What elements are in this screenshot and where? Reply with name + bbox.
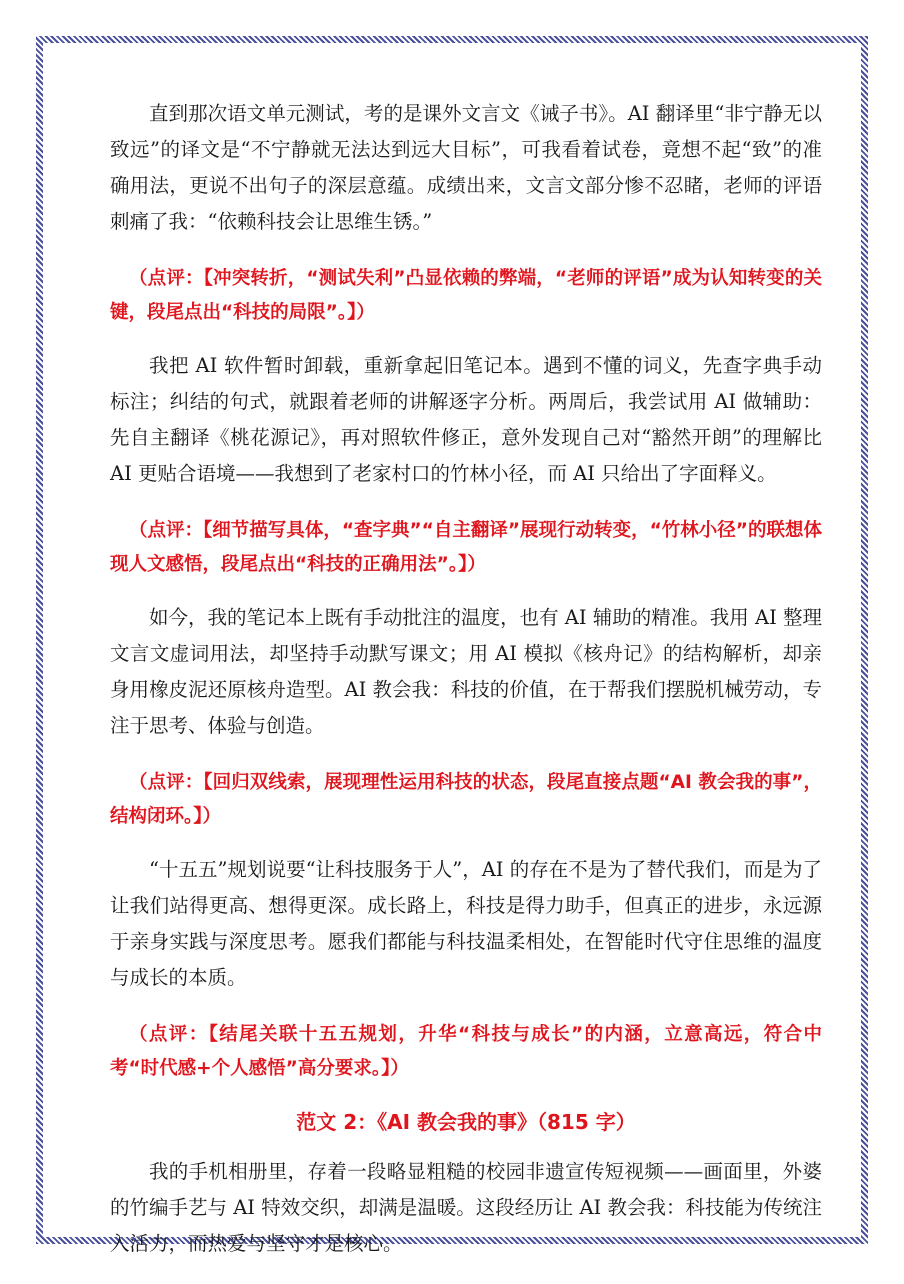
essay-content: [110, 96, 822, 1284]
teacher-comment: （点评：【细节描写具体，“查字典”“自主翻译”展现行动转变，“竹林小径”的联想体现人文感悟，段尾点出“科技的正确用法”。】）: [110, 520, 822, 575]
essay-paragraph: 直到那次语文单元测试，考的是课外文言文《诫子书》。AI 翻译里“非宁静无以致远”的译文是“不宁静就无法达到远大目标”，可我看着试卷，竟想不起“致”的准确用法，更说不出句子的深层意蕴。成绩出来，文言文部分惨不忍睹，老师的评语刺痛了我：“依赖科技会让思维生锈。”: [110, 102, 822, 233]
teacher-comment: （点评：【结尾关联十五五规划，升华“科技与成长”的内涵，立意高远，符合中考“时代感+个人感悟”高分要求。】）: [110, 1024, 822, 1079]
teacher-comment: （点评：【冲突转折，“测试失利”凸显依赖的弊端，“老师的评语”成为认知转变的关键，段尾点出“科技的局限”。】）: [110, 268, 822, 323]
essay-paragraph: “十五五”规划说要“让科技服务于人”，AI 的存在不是为了替代我们，而是为了让我们站得更高、想得更深。成长路上，科技是得力助手，但真正的进步，永远源于亲身实践与深度思考。愿我们都能与科技温柔相处，在智能时代守住思维的温度与成长的本质。: [110, 858, 822, 989]
teacher-comment: （点评：【回归双线索，展现理性运用科技的状态，段尾直接点题“AI 教会我的事”，结构闭环。】）: [110, 772, 822, 827]
essay-2-first-paragraph: 我的手机相册里，存着一段略显粗糙的校园非遗宣传短视频——画面里，外婆的竹编手艺与 AI 特效交织，却满是温暖。这段经历让 AI 教会我：科技能为传统注入活力，而热爱与坚守才是核心。: [110, 1160, 822, 1255]
essay-paragraph: 如今，我的笔记本上既有手动批注的温度，也有 AI 辅助的精准。我用 AI 整理文言文虚词用法，却坚持手动默写课文；用 AI 模拟《核舟记》的结构解析，却亲身用橡皮泥还原核舟造型。AI 教会我：科技的价值，在于帮我们摆脱机械劳动，专注于思考、体验与创造。: [110, 606, 822, 737]
essay-paragraph: 我把 AI 软件暂时卸载，重新拿起旧笔记本。遇到不懂的词义，先查字典手动标注；纠结的句式，就跟着老师的讲解逐字分析。两周后，我尝试用 AI 做辅助：先自主翻译《桃花源记》，再对照软件修正，意外发现自己对“豁然开朗”的理解比 AI 更贴合语境——我想到了老家村口的竹林小径，而 AI 只给出了字面释义。: [110, 354, 822, 485]
essay-2-title: 范文 2：《AI 教会我的事》（815 字）: [296, 1110, 636, 1134]
